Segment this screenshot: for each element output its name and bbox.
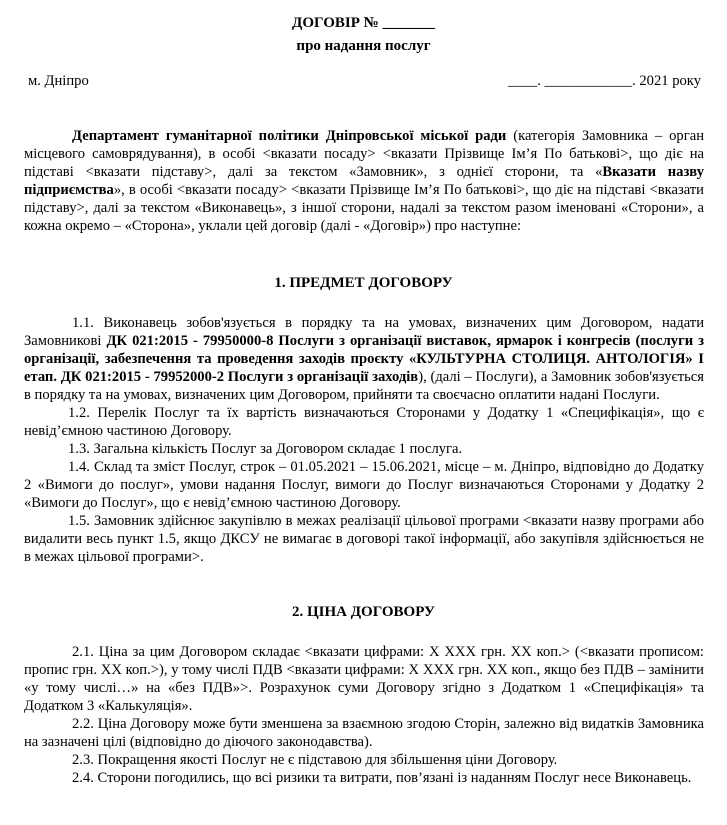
section-2-body	[24, 643, 704, 787]
contract-subtitle: про надання послуг	[296, 38, 431, 54]
section-1-heading: 1. ПРЕДМЕТ ДОГОВОРУ	[274, 275, 453, 291]
clause-1-4: 1.4. Склад та зміст Послуг, строк – 01.05.2021 – 15.06.2021, місце – м. Дніпро, відповідно до Додатку 2 «Вимоги до послуг», умови надання Послуг, вимоги до Послуг визначаються Сторонами у Додатку 2 «Вимоги до Послуг», що є невід’ємною частиною Договору.	[24, 459, 704, 511]
preamble-text-1: (категорія Замовника – орган місцевого самоврядування), в особі <вказати посаду> <вказати Прізвище Ім’я По батькові>, що діє на підставі <вказати підставу>, далі за текстом «Замовник», з однієї сторони, та «	[24, 128, 704, 180]
preamble-paragraph	[24, 127, 704, 235]
section-1-body	[24, 314, 704, 566]
clause-1-1-text-b: ), (далі – Послуги), а Замовник зобов'язується в порядку та на умовах, визначених цим Договором, прийняти та своєчасно оплатити надані Послуги.	[24, 369, 704, 403]
clause-2-3: 2.3. Покращення якості Послуг не є підставою для збільшення ціни Договору.	[72, 752, 558, 768]
clause-2-2: 2.2. Ціна Договору може бути зменшена за взаємною згодою Сторін, залежно від видатків Замовника на зазначені цілі (відповідно до діючого законодавства).	[24, 716, 704, 750]
contract-title: ДОГОВІР № _______	[292, 15, 435, 31]
clause-1-1-service-code: ДК 021:2015 - 79950000-8 Послуги з організації виставок, ярмарок і конгресів (послуги з організації, забезпечення та проведення заходів проєкту «КУЛЬТУРНА СТОЛИЦЯ. АНТОЛОГІЯ» І етап. ДК 021:2015 - 79952000-2 Послуги з організації заходів	[24, 333, 704, 385]
clause-1-1-text-a: 1.1. Виконавець зобов'язується в порядку та на умовах, визначених цим Договором, надати Замовникові	[24, 315, 704, 349]
preamble	[24, 127, 704, 235]
contract-city: м. Дніпро	[28, 73, 89, 89]
clause-2-1: 2.1. Ціна за цим Договором складає <вказати цифрами: Х ХХХ грн. ХХ коп.> (<вказати прописом: пропис грн. ХХ коп.>), у тому числі ПДВ <вказати цифрами: Х ХХХ грн. ХХ коп., якщо без ПДВ – замінити «у тому числі…» на «без ПДВ»>. Розрахунок суми Договору згідно з Додатком 1 «Специфікація» та Додатком 3 «Калькуляція».	[24, 644, 704, 714]
contractor-name: Вказати назву підприємства	[24, 164, 704, 198]
clause-1-5: 1.5. Замовник здійснює закупівлю в межах реалізації цільової програми <вказати назву програми або видалити весь пункт 1.5, якщо ДКСУ не вимагає в договорі такої інформації, або закупівля здійснюється не в межах цільової програми>.	[24, 513, 704, 565]
clause-1-2: 1.2. Перелік Послуг та їх вартість визначаються Сторонами у Додатку 1 «Специфікація», що є невід’ємною частиною Договору.	[24, 405, 704, 439]
clause-1-3: 1.3. Загальна кількість Послуг за Договором складає 1 послуга.	[68, 441, 463, 457]
clause-2-4: 2.4. Сторони погодились, що всі ризики та витрати, пов’язані із наданням Послуг несе Виконавець.	[72, 770, 692, 786]
section-2-heading: 2. ЦІНА ДОГОВОРУ	[291, 604, 436, 620]
customer-name: Департамент гуманітарної політики Дніпровської міської ради	[72, 128, 507, 144]
preamble-text-2: », в особі <вказати посаду> <вказати Прізвище Ім’я По батькові>, що діє на підставі <вказати підставу>, далі за текстом «Виконавець», з іншої сторони, надалі за текстом разом іменовані «Сторони», а кожна окремо – «Сторона», уклали цей договір (далі - «Договір») про наступне:	[24, 182, 704, 234]
clause-1-1	[24, 314, 704, 404]
contract-date: ____. ____________. 2021 року	[508, 73, 701, 89]
